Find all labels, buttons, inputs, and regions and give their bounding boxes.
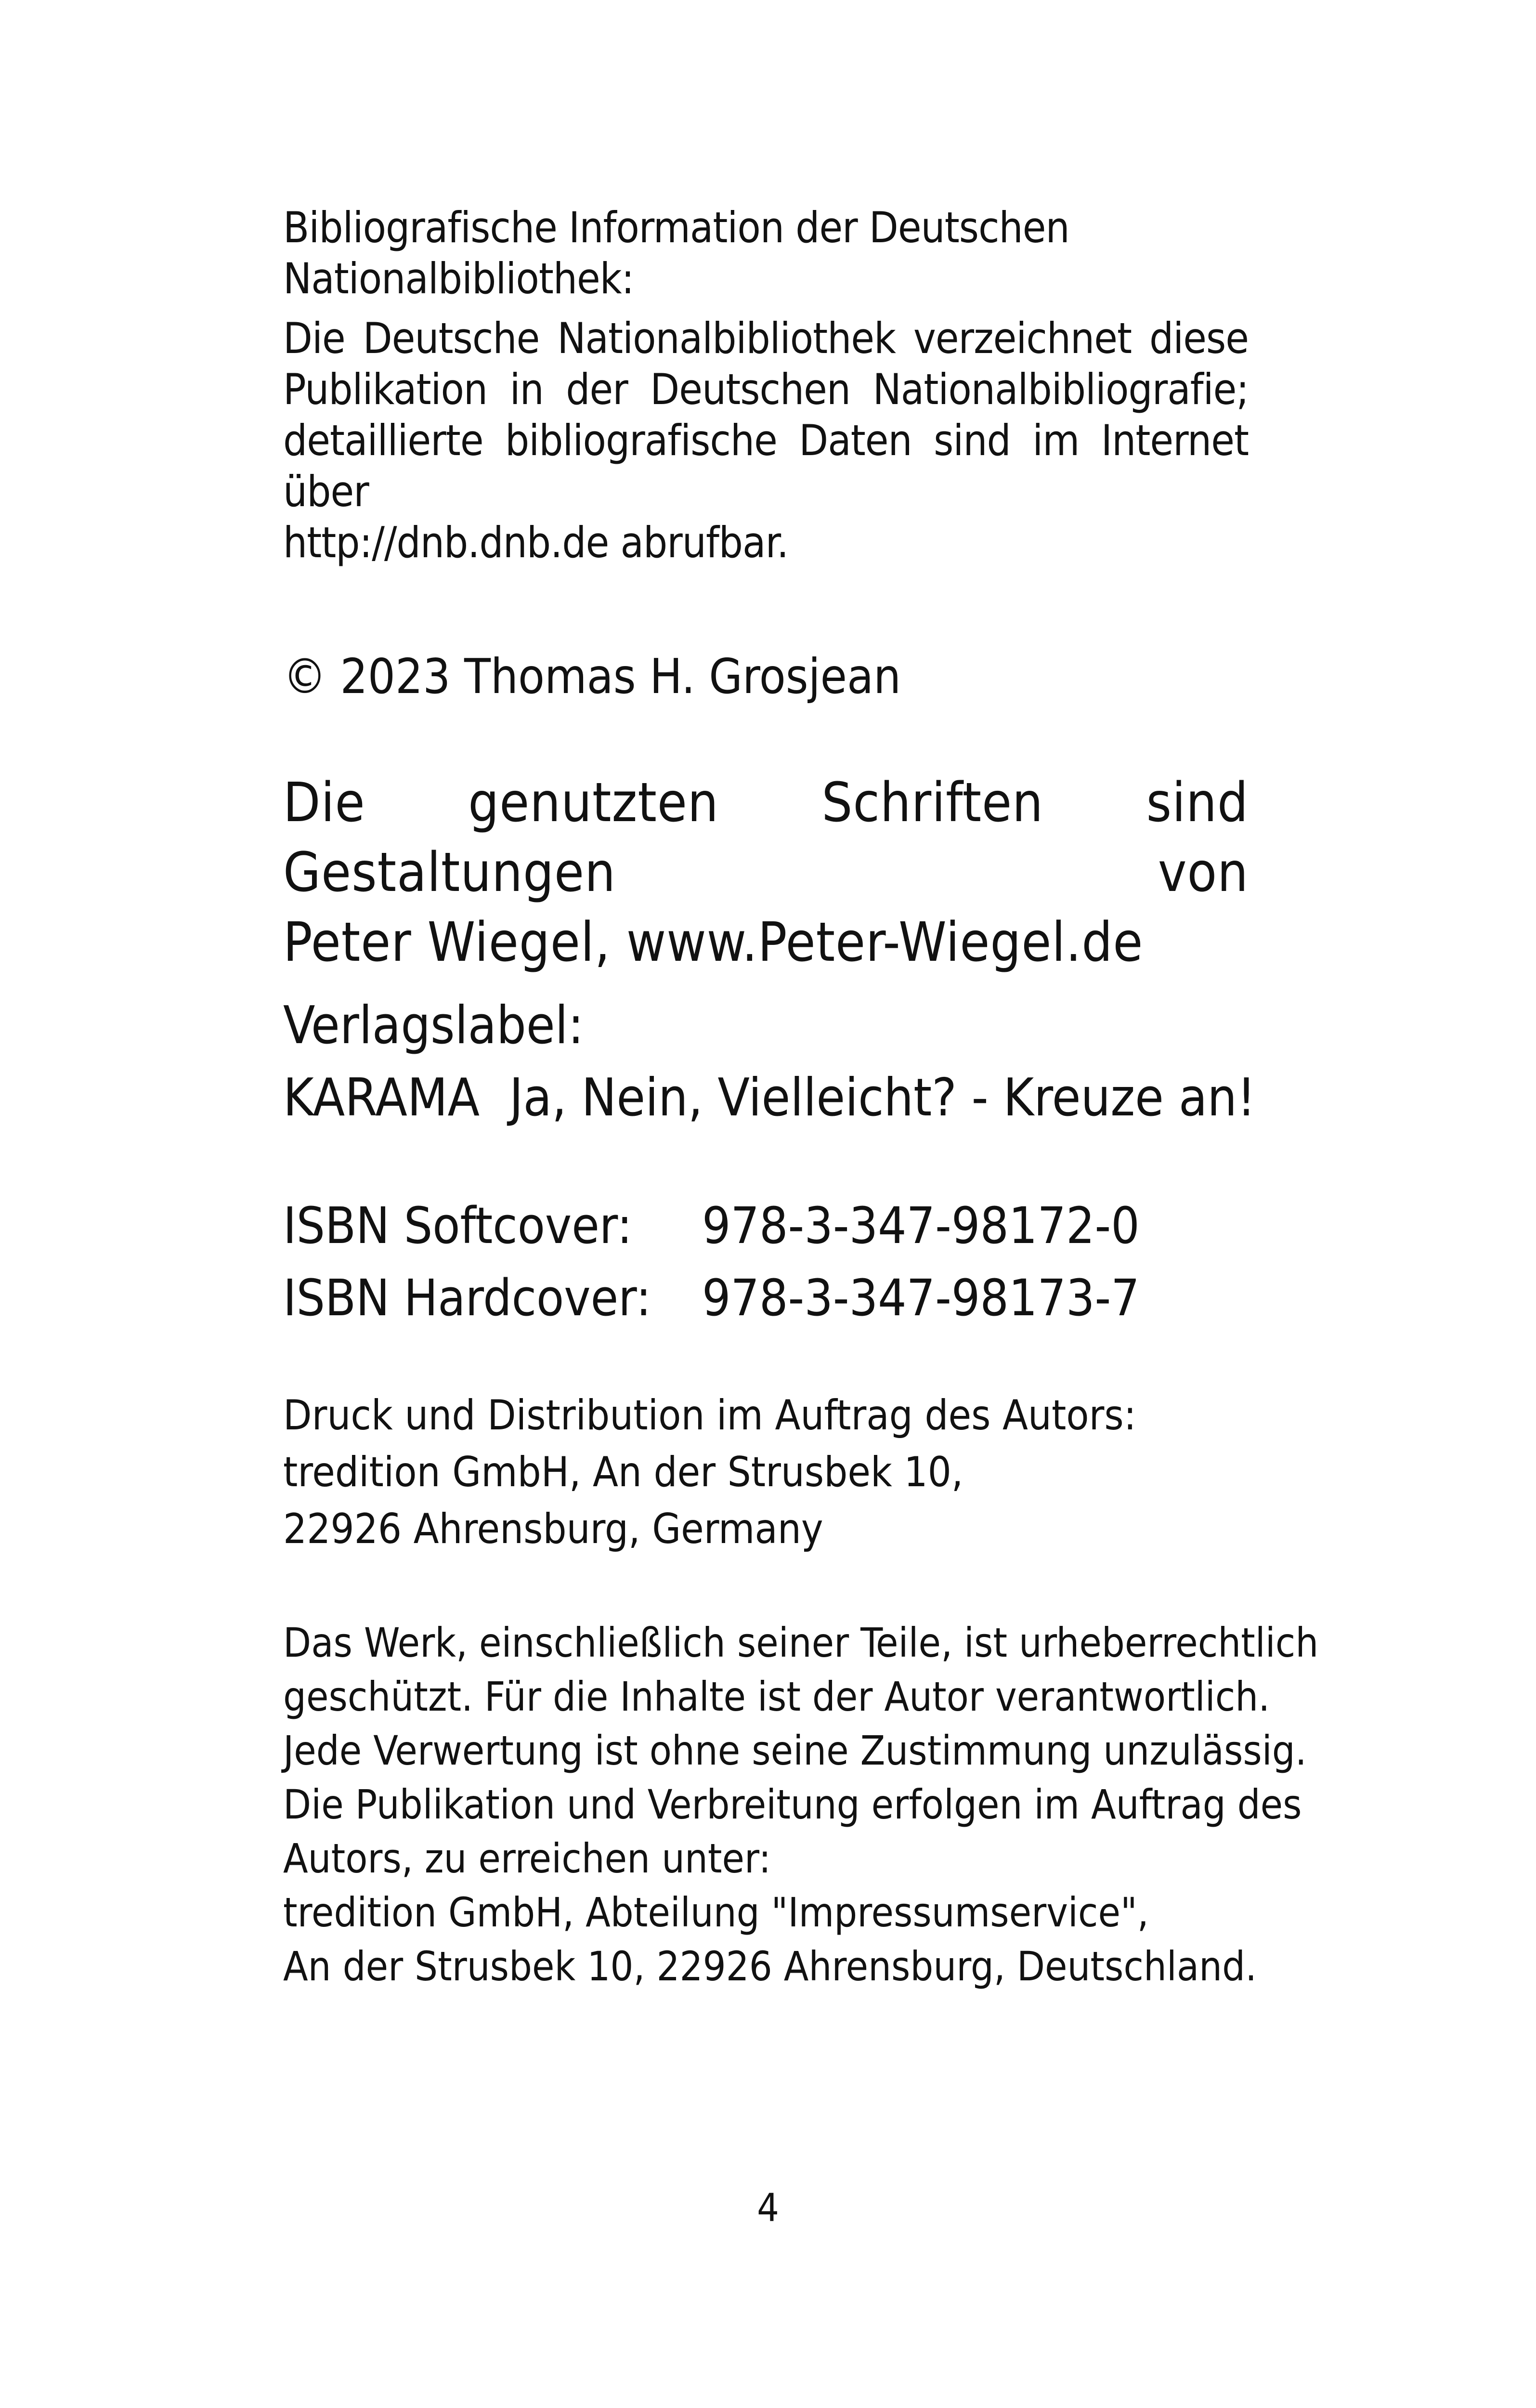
fonts-credit — [283, 768, 1249, 978]
legal-notice — [283, 1616, 1319, 1993]
isbn-row — [283, 1262, 1249, 1334]
print-line: 22926 Ahrensburg, Germany — [283, 1505, 823, 1553]
print-line: tredition GmbH, An der Strusbek 10, — [283, 1448, 963, 1496]
fonts-credit-line: Peter Wiegel, www.Peter-Wiegel.de — [283, 911, 1144, 974]
isbn-label: ISBN Hardcover: — [283, 1269, 651, 1327]
publisher-label-value: KARAMA Ja, Nein, Vielleicht? - Kreuze an! — [283, 1068, 1256, 1128]
publisher-label — [283, 990, 1256, 1134]
print-distribution — [283, 1387, 1249, 1557]
biblio-body-last: http://dnb.dnb.de abrufbar. — [283, 518, 789, 567]
isbn-value: 978-3-347-98172-0 — [702, 1196, 1140, 1255]
isbn-table — [283, 1190, 1249, 1334]
bibliographic-info — [283, 202, 1249, 568]
biblio-body-line: Die Deutsche Nationalbibliothek verzeichnet diese — [283, 314, 1249, 363]
print-line: Druck und Distribution im Auftrag des Autors: — [283, 1391, 1136, 1440]
isbn-label: ISBN Softcover: — [283, 1196, 633, 1255]
biblio-body-line: detaillierte bibliografische Daten sind im Internet über — [283, 416, 1249, 516]
publisher-label-heading: Verlagslabel: — [283, 995, 584, 1056]
biblio-body-line: Publikation in der Deutschen Nationalbibliografie; — [283, 365, 1249, 414]
copyright-text: © 2023 Thomas H. Grosjean — [283, 648, 901, 705]
notice-line: Die Publikation und Verbreitung erfolgen im Auftrag des — [283, 1781, 1302, 1828]
isbn-value: 978-3-347-98173-7 — [702, 1269, 1140, 1327]
isbn-row — [283, 1190, 1249, 1262]
notice-line: tredition GmbH, Abteilung "Impressumservice", — [283, 1889, 1149, 1936]
notice-line: Autors, zu erreichen unter: — [283, 1835, 771, 1882]
biblio-heading: Bibliografische Information der Deutschen — [283, 203, 1069, 252]
notice-line: An der Strusbek 10, 22926 Ahrensburg, Deutschland. — [283, 1943, 1257, 1990]
page-number: 4 — [757, 2186, 779, 2230]
notice-line: Jede Verwertung ist ohne seine Zustimmung unzulässig. — [283, 1727, 1307, 1774]
copyright-line — [283, 648, 1249, 706]
fonts-credit-line: Die genutzten Schriften sind Gestaltungen von — [283, 772, 1249, 904]
notice-line: Das Werk, einschließlich seiner Teile, ist urheberrechtlich — [283, 1619, 1319, 1666]
notice-line: geschützt. Für die Inhalte ist der Autor verantwortlich. — [283, 1673, 1270, 1720]
biblio-heading-cont: Nationalbibliothek: — [283, 254, 634, 303]
